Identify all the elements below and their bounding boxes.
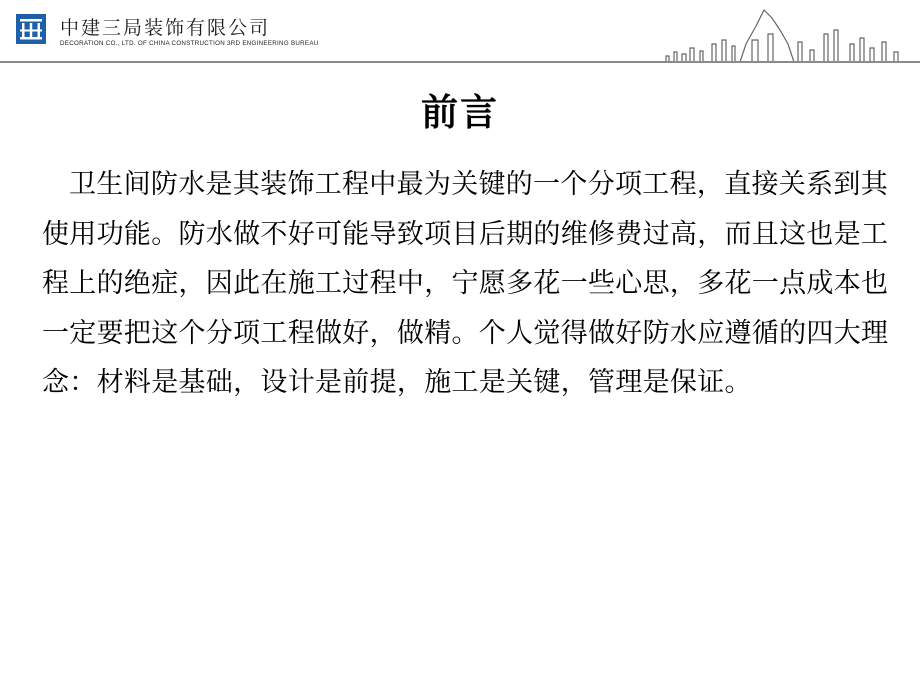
company-logo-icon — [16, 14, 46, 44]
city-skyline-icon — [660, 4, 920, 66]
header-rule — [0, 61, 920, 63]
company-subtitle: DECORATION CO., LTD. OF CHINA CONSTRUCTION 3RD ENGINEERING BUREAU — [60, 40, 319, 47]
slide-title: 前言 — [421, 90, 499, 134]
body-paragraph: 卫生间防水是其装饰工程中最为关键的一个分项工程，直接关系到其使用功能。防水做不好可能导致项目后期的维修费过高，而且这也是工程上的绝症，因此在施工过程中，宁愿多花一些心思，多花一点成本也一定要把这个分项工程做好，做精。个人觉得做好防水应遵循的四大理念：材料是基础，设计是前提，施工是关键，管理是保证。 — [42, 169, 889, 398]
company-name: 中建三局装饰有限公司 — [60, 17, 271, 39]
